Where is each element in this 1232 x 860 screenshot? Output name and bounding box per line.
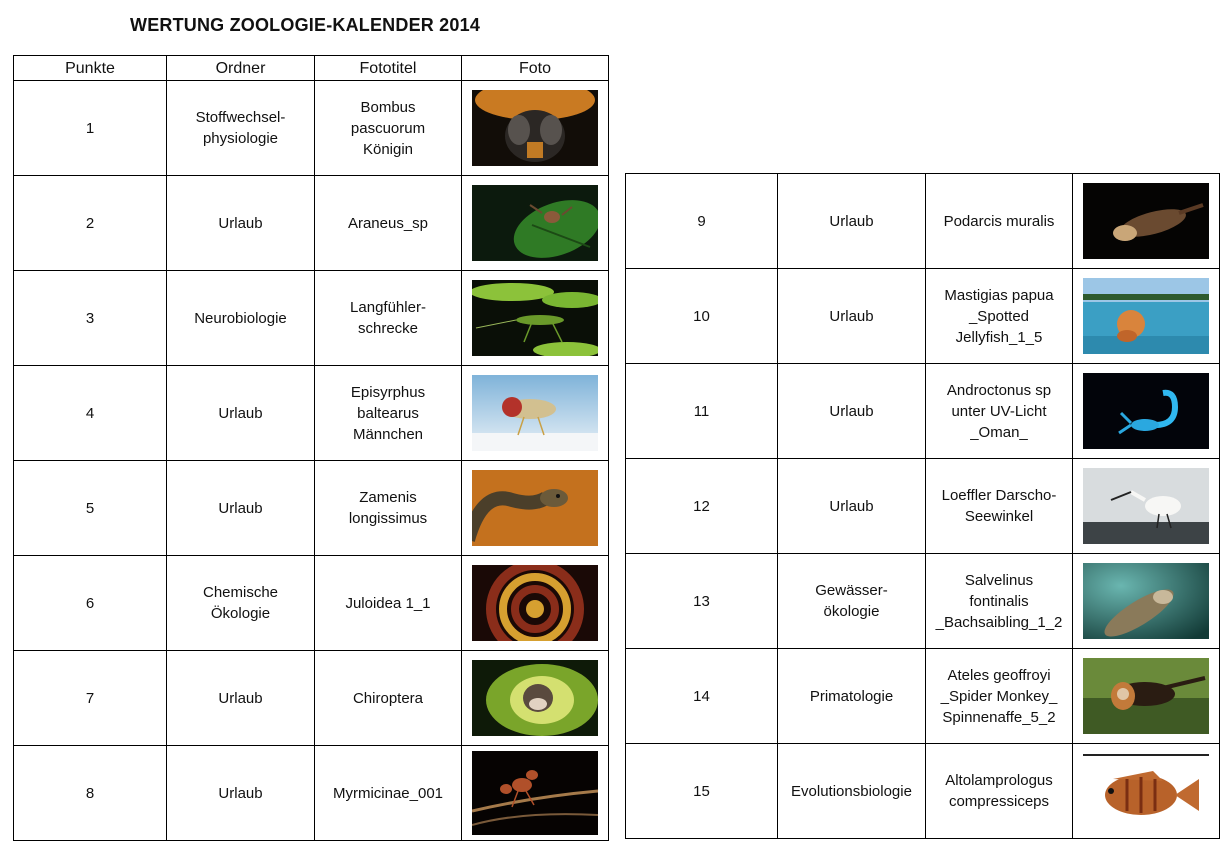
cichlid-photo (1083, 753, 1209, 829)
fototitel-cell: Loeffler Darscho- Seewinkel (926, 459, 1073, 554)
ordner-cell: Urlaub (167, 651, 315, 746)
ant-photo (472, 751, 598, 835)
table-row (626, 649, 1220, 744)
monkey-photo (1083, 658, 1209, 734)
punkte-cell: 10 (626, 269, 778, 364)
foto-cell (462, 461, 609, 556)
ordner-cell: Urlaub (778, 364, 926, 459)
foto-cell (1073, 554, 1220, 649)
ordner-cell: Gewässer- ökologie (778, 554, 926, 649)
punkte-cell: 15 (626, 744, 778, 839)
punkte-cell: 8 (14, 746, 167, 841)
scorpion-photo (1083, 373, 1209, 449)
foto-cell (462, 81, 609, 176)
table-row (626, 744, 1220, 839)
table-row (626, 269, 1220, 364)
table-header-row (14, 56, 609, 81)
lizard-photo (1083, 183, 1209, 259)
punkte-cell: 2 (14, 176, 167, 271)
spoonbill-photo (1083, 468, 1209, 544)
trout-photo (1083, 563, 1209, 639)
fototitel-cell: Chiroptera (315, 651, 462, 746)
table-row (626, 459, 1220, 554)
ordner-cell: Primatologie (778, 649, 926, 744)
header-punkte: Punkte (14, 56, 167, 81)
fototitel-cell: Araneus_sp (315, 176, 462, 271)
ordner-cell: Urlaub (778, 269, 926, 364)
ordner-cell: Urlaub (778, 174, 926, 269)
ordner-cell: Chemische Ökologie (167, 556, 315, 651)
table-row (626, 554, 1220, 649)
table-row (626, 364, 1220, 459)
fototitel-cell: Zamenis longissimus (315, 461, 462, 556)
ordner-cell: Neurobiologie (167, 271, 315, 366)
snake-photo (472, 470, 598, 546)
header-fototitel: Fototitel (315, 56, 462, 81)
fototitel-cell: Androctonus sp unter UV-Licht _Oman_ (926, 364, 1073, 459)
punkte-cell: 1 (14, 81, 167, 176)
punkte-cell: 13 (626, 554, 778, 649)
punkte-cell: 11 (626, 364, 778, 459)
ordner-cell: Urlaub (167, 746, 315, 841)
hoverfly-photo (472, 375, 598, 451)
fototitel-cell: Myrmicinae_001 (315, 746, 462, 841)
table-row (14, 651, 609, 746)
foto-cell (462, 746, 609, 841)
punkte-cell: 9 (626, 174, 778, 269)
punkte-cell: 3 (14, 271, 167, 366)
ordner-cell: Stoffwechsel- physiologie (167, 81, 315, 176)
table-row (14, 366, 609, 461)
foto-cell (462, 271, 609, 366)
millipede-photo (472, 565, 598, 641)
fototitel-cell: Episyrphus baltearus Männchen (315, 366, 462, 461)
foto-cell (462, 366, 609, 461)
katydid-photo (472, 280, 598, 356)
punkte-cell: 7 (14, 651, 167, 746)
table-row (14, 176, 609, 271)
foto-cell (1073, 744, 1220, 839)
table-row (14, 556, 609, 651)
fototitel-cell: Podarcis muralis (926, 174, 1073, 269)
ranking-table-right (625, 173, 1220, 839)
foto-cell (1073, 174, 1220, 269)
foto-cell (462, 176, 609, 271)
spider-photo (472, 185, 598, 261)
table-row (14, 271, 609, 366)
fototitel-cell: Langfühler- schrecke (315, 271, 462, 366)
fototitel-cell: Ateles geoffroyi _Spider Monkey_ Spinnenaffe_5_2 (926, 649, 1073, 744)
bat-photo (472, 660, 598, 736)
fototitel-cell: Altolamprologus compressiceps (926, 744, 1073, 839)
table-row (626, 174, 1220, 269)
fototitel-cell: Mastigias papua _Spotted Jellyfish_1_5 (926, 269, 1073, 364)
fototitel-cell: Bombus pascuorum Königin (315, 81, 462, 176)
ordner-cell: Urlaub (778, 459, 926, 554)
page-title: WERTUNG ZOOLOGIE-KALENDER 2014 (130, 15, 481, 35)
jellyfish-photo (1083, 278, 1209, 354)
punkte-cell: 12 (626, 459, 778, 554)
header-ordner: Ordner (167, 56, 315, 81)
table-row (14, 746, 609, 841)
fototitel-cell: Juloidea 1_1 (315, 556, 462, 651)
fototitel-cell: Salvelinus fontinalis _Bachsaibling_1_2 (926, 554, 1073, 649)
table-row (14, 81, 609, 176)
foto-cell (462, 556, 609, 651)
ordner-cell: Urlaub (167, 176, 315, 271)
foto-cell (1073, 269, 1220, 364)
table-row (14, 461, 609, 556)
foto-cell (462, 651, 609, 746)
ordner-cell: Urlaub (167, 461, 315, 556)
foto-cell (1073, 364, 1220, 459)
ranking-table-left (13, 55, 609, 841)
foto-cell (1073, 649, 1220, 744)
ordner-cell: Evolutionsbiologie (778, 744, 926, 839)
bumblebee-photo (472, 90, 598, 166)
punkte-cell: 6 (14, 556, 167, 651)
punkte-cell: 4 (14, 366, 167, 461)
foto-cell (1073, 459, 1220, 554)
header-foto: Foto (462, 56, 609, 81)
punkte-cell: 5 (14, 461, 167, 556)
punkte-cell: 14 (626, 649, 778, 744)
ordner-cell: Urlaub (167, 366, 315, 461)
